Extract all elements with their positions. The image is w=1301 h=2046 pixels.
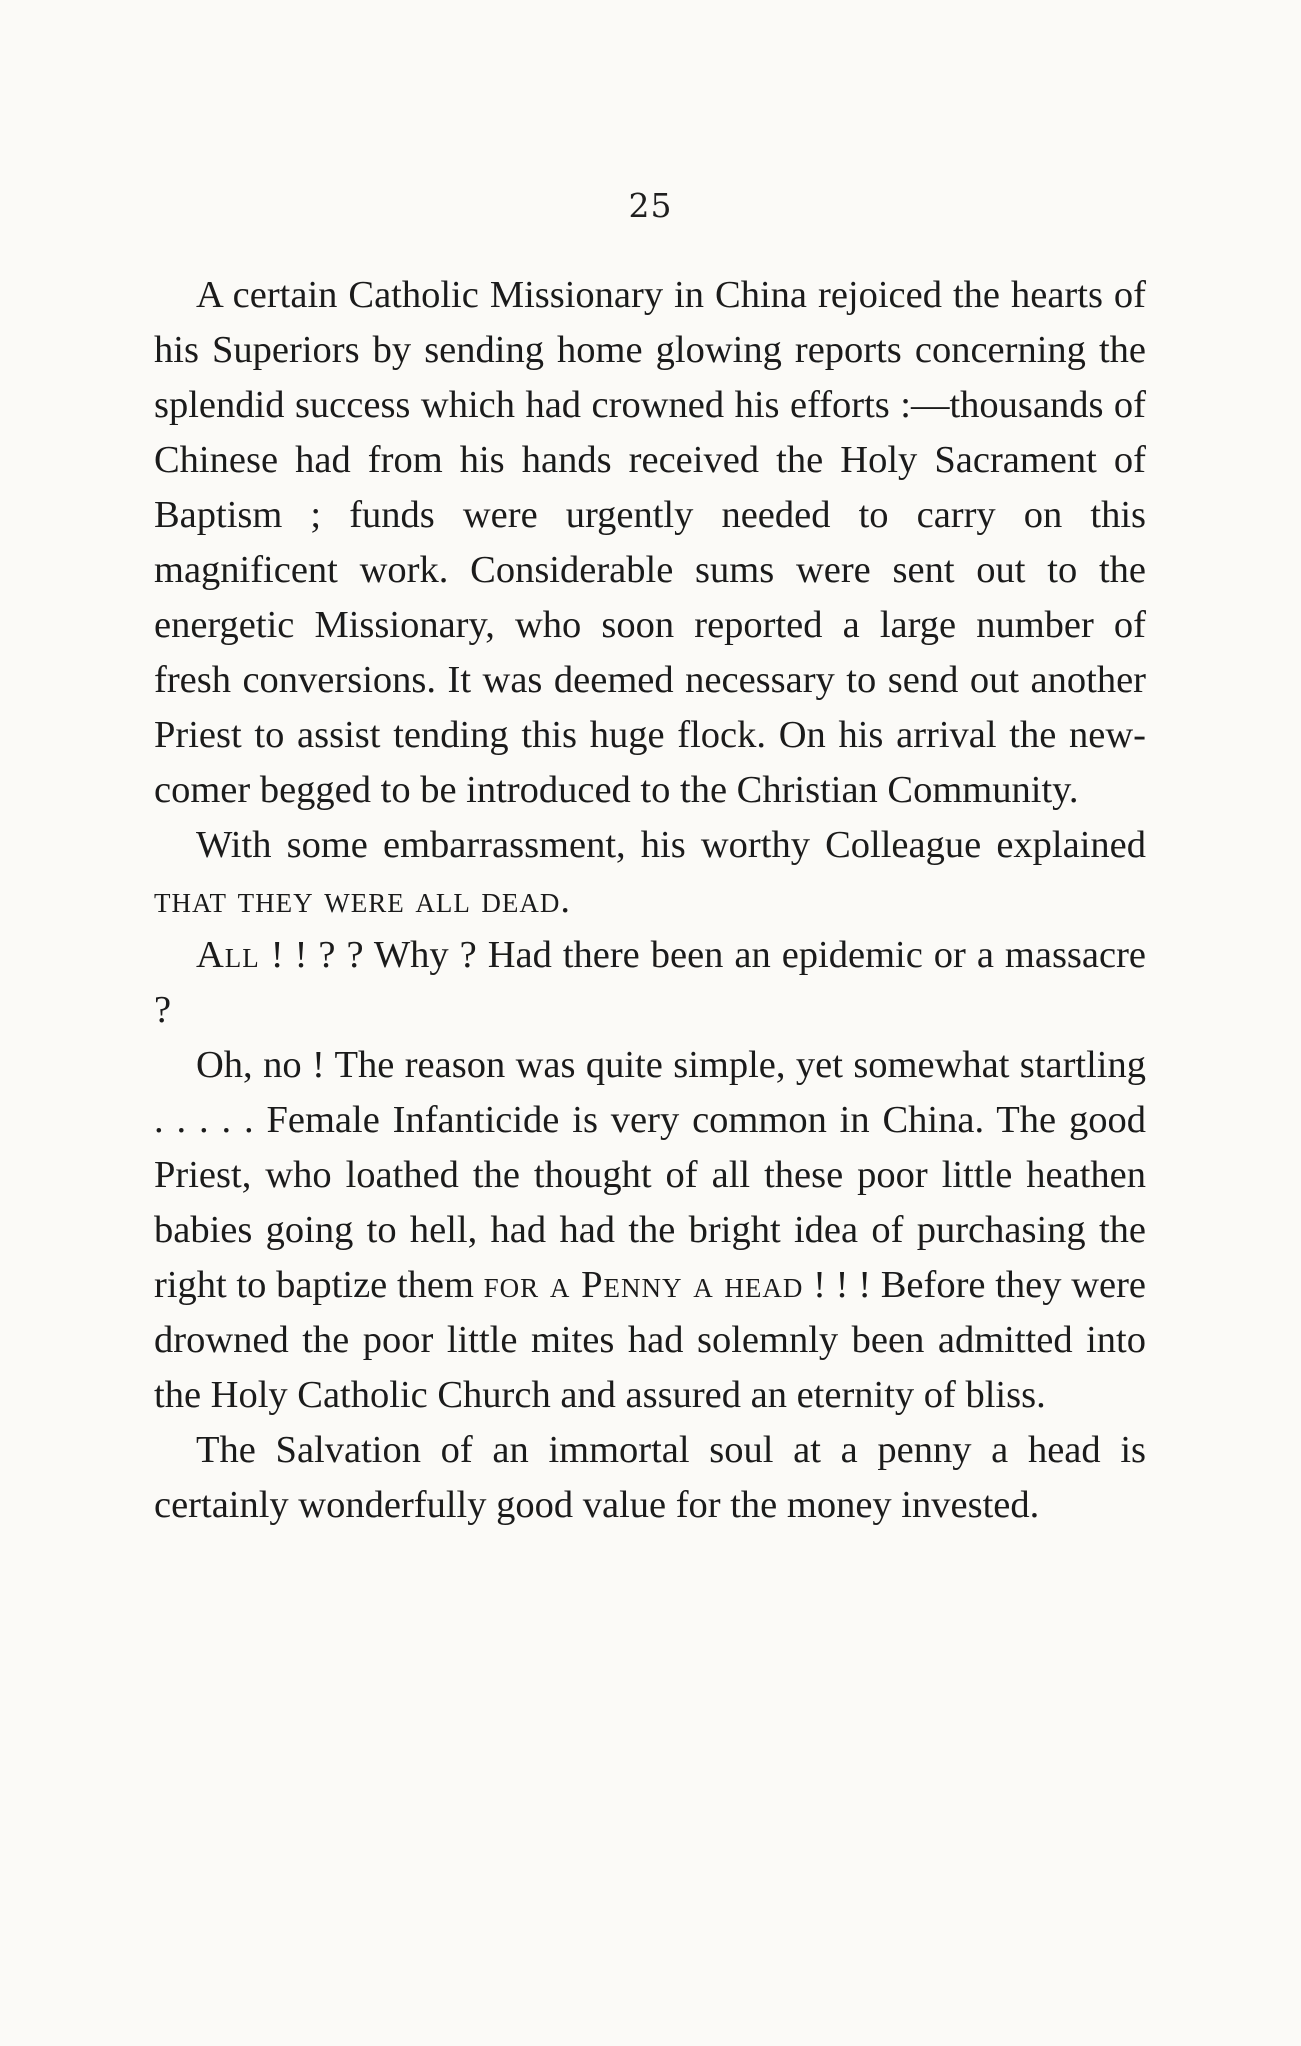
paragraph-text: A certain Catholic Missionary in China rejoiced the hearts of his Superiors by sending home glowing reports concerning the splendid success which had crowned his efforts :—thousands of Chinese had from his hands received the Holy Sacrament of Baptism ; funds were urgently needed to carry on this magnificent work. Considerable sums were sent out to the energetic Missionary, who soon reported a large number of fresh conversions. It was deemed necessary to send out another Priest to assist tending this huge flock. On his arrival the new-comer begged to be introduced to the Christian Community.: [154, 274, 1146, 811]
paragraph-colleague-explanation: [154, 818, 1146, 928]
paragraph-text: With some embarrassment, his worthy Colleague explained: [196, 824, 1146, 866]
paragraph-question: [154, 928, 1146, 1038]
small-caps-emphasis: for a Penny a head: [483, 1264, 804, 1306]
paragraph-infanticide-explanation: [154, 1038, 1146, 1423]
paragraph-missionary-report: [154, 268, 1146, 818]
small-caps-emphasis: All: [196, 934, 260, 976]
page-number: 25: [628, 186, 673, 225]
paragraph-text: ! ! ? ? Why ? Had there been an epidemic or a massacre ?: [154, 934, 1146, 1031]
paragraph-text: The Salvation of an immortal soul at a penny a head is certainly wonderfully good value for the money invested.: [154, 1429, 1146, 1526]
paragraph-text: ! ! ! Before they were drowned the poor little mites had solemnly been admitted into the Holy Catholic Church and assured an eternity of bliss.: [154, 1264, 1146, 1416]
small-caps-emphasis: that they were all dead.: [154, 879, 572, 921]
body-text: [154, 268, 1146, 1533]
paragraph-conclusion: [154, 1423, 1146, 1533]
paragraph-text: Oh, no ! The reason was quite simple, yet somewhat startling . . . . . Female Infanticide is very common in China. The good Priest, who loathed the thought of all these poor little heathen babies going to hell, had had the bright idea of purchasing the right to baptize them: [154, 1044, 1146, 1306]
